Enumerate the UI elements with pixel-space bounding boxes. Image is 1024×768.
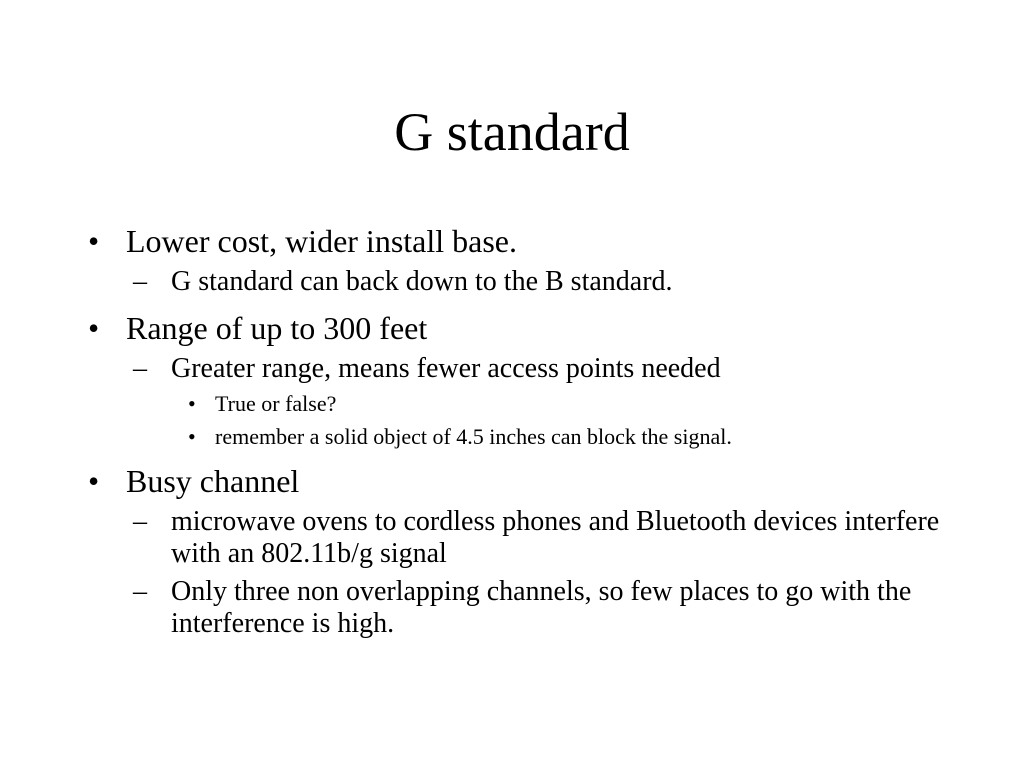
sub-sub-bullet-item — [188, 423, 948, 451]
slide-title: G standard — [394, 102, 630, 162]
bullet-text: Range of up to 300 feet — [126, 310, 428, 346]
sub-bullet-item — [133, 266, 948, 298]
bullet-item — [88, 462, 948, 500]
sub-sub-bullet-text: remember a solid object of 4.5 inches can block the signal. — [215, 424, 732, 449]
sub-bullet-text: Only three non overlapping channels, so few places to go with the interference is high. — [171, 576, 912, 639]
bullet-marker: • — [88, 223, 100, 259]
sub-bullet-text: G standard can back down to the B standard. — [171, 266, 673, 297]
bullet-marker: • — [88, 310, 100, 346]
sub-bullet-text: microwave ovens to cordless phones and Bluetooth devices interfere with an 802.11b/g signal — [171, 506, 940, 569]
bullet-marker: • — [188, 424, 196, 449]
bullet-text: Busy channel — [126, 463, 300, 499]
dash-marker: – — [133, 266, 147, 297]
bullet-marker: • — [188, 391, 196, 416]
bullet-item — [88, 222, 948, 260]
dash-marker: – — [133, 353, 147, 384]
sub-sub-bullet-item — [188, 390, 948, 418]
bullet-item — [88, 309, 948, 347]
sub-bullet-text: Greater range, means fewer access points needed — [171, 353, 721, 384]
bullet-marker: • — [88, 463, 100, 499]
sub-bullet-item — [133, 576, 948, 640]
sub-bullet-item — [133, 353, 948, 385]
sub-bullet-item — [133, 506, 948, 570]
dash-marker: – — [133, 506, 147, 537]
bullet-text: Lower cost, wider install base. — [126, 223, 517, 259]
dash-marker: – — [133, 576, 147, 607]
slide-body — [88, 222, 948, 640]
sub-sub-bullet-text: True or false? — [215, 391, 337, 416]
